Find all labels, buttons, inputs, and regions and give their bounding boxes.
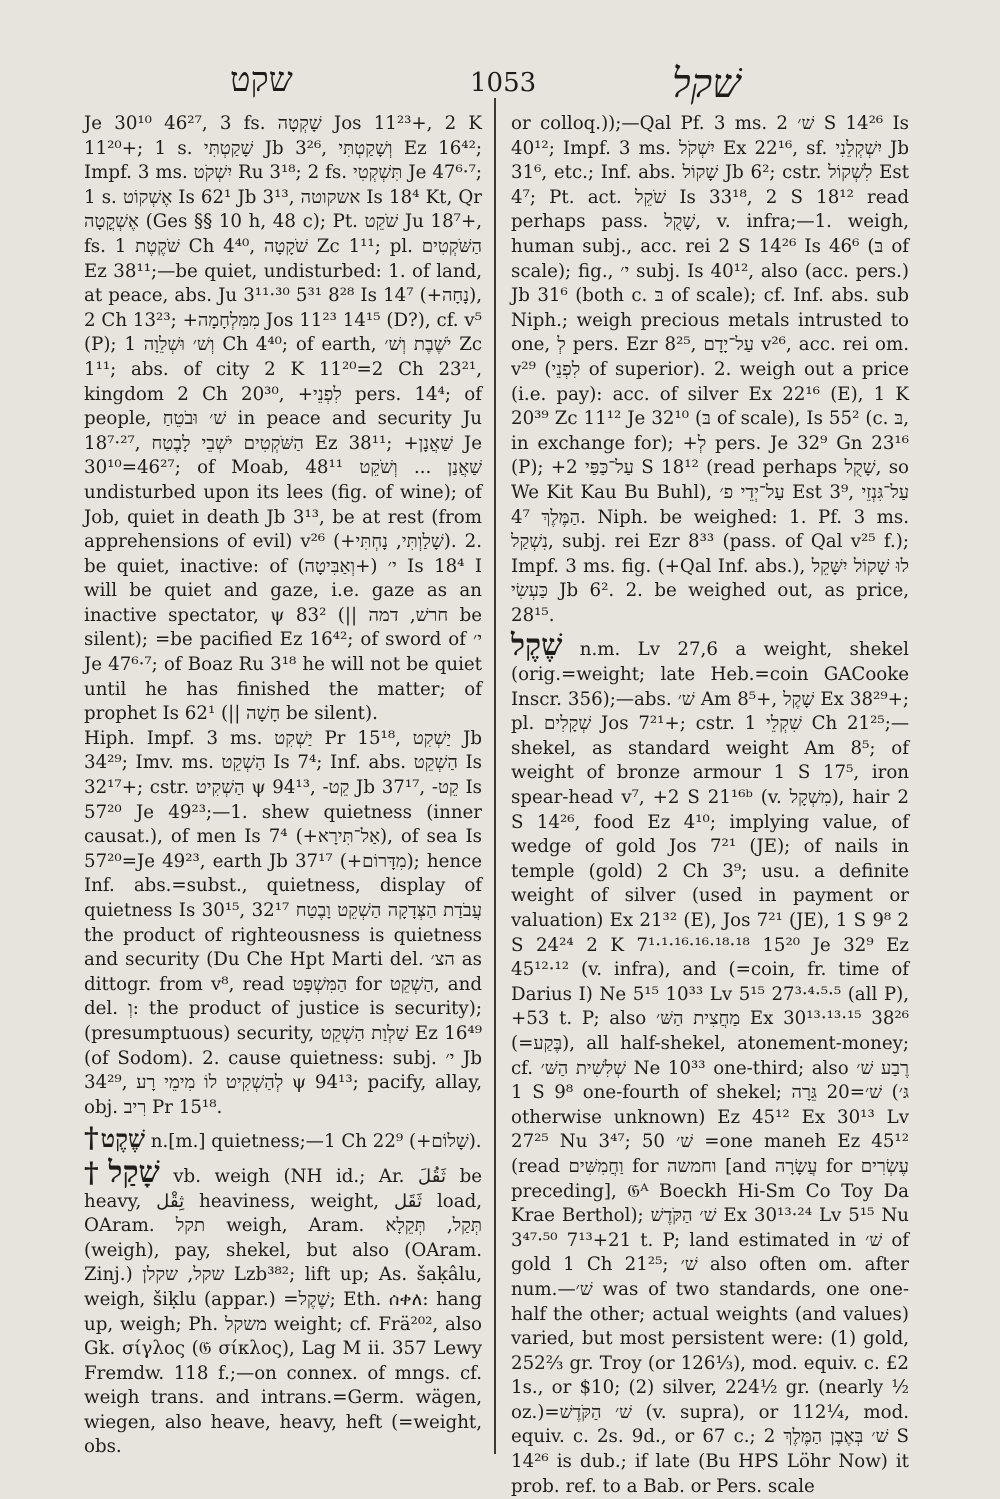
entry-sheqet: [84, 1121, 482, 1155]
right-column: [511, 112, 910, 1497]
column-divider: [494, 98, 496, 1454]
entry-shaqal: [84, 1154, 483, 1460]
running-header: [0, 60, 1000, 107]
dagger-mark: †: [84, 1121, 99, 1155]
header-right-word: שׁקל: [672, 61, 741, 107]
entry-shaqal-continued: or colloq.));—Qal Pf. 3 ms. שׁ׳ 2 S 14²⁶ Is 40¹²; Impf. 3 ms. יִשְׁקֹל Ex 22¹⁶, sf. יִשְׁקְלֵנִי Jb 31⁶, etc.; Inf. abs. שָׁקוֹל Jb 6²; cstr. לִשְׁקוֹל Est 4⁷; Pt. act. שֹׁקֵל Is 33¹⁸, 2 S 18¹² read perhaps pass. שָׁקֻל, v. infra;—1. weigh, human subj., acc. rei 2 S 14²⁶ Is 46⁶ (בּ of scale); fig., י׳ subj. Is 40¹², also (acc. pers.) Jb 31⁶ (both c. בּ of scale); cf. Inf. abs. sub Niph.; weigh precious metals intrusted to one, לְ pers. Ezr 8²⁵, עַל־יָדָם v²⁶, acc. rei om. v²⁹ (לִפְנֵי of superior). 2. weigh out a price (i.e. pay): acc. of silver Ex 22¹⁶ (E), 1 K 20³⁹ Zc 11¹² Je 32¹⁰ (בּ of scale), Is 55² (c. בּ, in exchange for); +לְ pers. Je 32⁹ Gn 23¹⁶ (P); +עַל־כַּפַּי 2 S 18¹² (read perhaps שָׁקֻל, so We Kit Kau Bu Buhl), עַל־יְדֵי פ׳ Est 3⁹, עַל־גִּנְזֵי הַמֶּלֶךְ 4⁷. Niph. be weighed: 1. Pf. 3 ms. נִשְׁקַל, subj. rei Ezr 8³³ (pass. of Qal v²⁵ f.); Impf. 3 ms. fig. (+Qal Inf. abs.), לוּ שָׁקוֹל יִשָּׁקֵל כַּעְשִׂי Jb 6². 2. be weighed out, as price, 28¹⁵.: [511, 113, 910, 626]
entry-shaqat-continued: Je 30¹⁰ 46²⁷, 3 fs. שָׁקְטָה Jos 11²³+, 2 K 11²⁰+; 1 s. שָׁקַטְתִּי Jb 3²⁶, וְשָׁקַטְתִּי Ez 16⁴²; Impf. 3 ms. יִשְׁקֹט Ru 3¹⁸; 2 fs. תִּשְׁקְטִי Je 47⁶·⁷; 1 s. אֶשְׁקוֹט Is 62¹ Jb 3¹³, אשקוטה Is 18⁴ Kt, Qr אֶשְׁקֳטָה (Ges §§ 10 h, 48 c); Pt. שֹׁקֵט Ju 18⁷+, fs. שֹׁקֶטֶת 1 Ch 4⁴⁰, שֹׁקָטָה Zc 1¹¹; pl. הַשֹּׁקְטִים Ez 38¹¹;—be quiet, undisturbed: 1. of land, at peace, abs. Ju 3¹¹·³⁰ 5³¹ 8²⁸ Is 14⁷ (+נָחָה), 2 Ch 13²³; +מִמִּלְחָמָה Jos 11²³ 14¹⁵ (D?), cf. v⁵ (P); וְשׁ׳ וּשְׁלֵוָה 1 Ch 4⁴⁰; of earth, יֹשֶׁבֶת וְשׁ׳ Zc 1¹¹; abs. of city 2 K 11²⁰=2 Ch 23²¹, kingdom 2 Ch 20³⁰, +לִפְנֵי pers. 14⁴; of people, שׁ׳ וּבֹטֵחַ in peace and security Ju 18⁷·²⁷, הַשֹּׁקְטִים יֹשְׁבֵי לָבֶטַח Ez 38¹¹; +שַׁאֲנָן Je 30¹⁰=46²⁷; of Moab, שַׁאֲנַן ... וְשֹׁקֵט 48¹¹ undisturbed upon its lees (fig. of wine); of Job, quiet in death Jb 3¹³, be at rest (from apprehensions of evil) v²⁶ (+שָׁלַוְתִּי, נָחְתִּי). 2. be quiet, inactive: of י׳ (+וְאַבִּיטָה) Is 18⁴ I will be quiet and gaze, i.e. gaze as an inactive spectator, ψ 83² (|| חרשׁ, דמה be silent); =be pacified Ez 16⁴²; of sword of י׳ Je 47⁶·⁷; of Boaz Ru 3¹⁸ he will not be quiet until he has finished the matter; of prophet Is 62¹ (|| חָשָׁה be silent).: [84, 113, 483, 725]
headword-shaqal: שָׁקַל: [108, 1154, 160, 1190]
dagger-mark: †: [84, 1155, 107, 1189]
page-number: 1053: [470, 68, 537, 98]
headword-sheqel: שֶׁקֶל: [511, 628, 563, 664]
entry-shaqat-hiphil: Hiph. Impf. 3 ms. יַשְׁקִט Pr 15¹⁸, יַשְׁקִט Jb 34²⁹; Imv. ms. הַשְׁקֵט Is 7⁴; Inf. abs. הַשְׁקֵט Is 32¹⁷+; cstr. הַשְׁקִיט ψ 94¹³, -קֵט Jb 37¹⁷, -קֵט Is 57²⁰ Je 49²³;—1. shew quietness (inner causat.), of men Is 7⁴ (+אַל־תִּירָא), of sea Is 57²⁰=Je 49²³, earth Jb 37¹⁷ (+מִדָּרוֹם); hence Inf. abs.=subst., quietness, display of quietness Is 30¹⁵, עֲבֹדַת הַצְּדָקָה הַשְׁקֵט וָבֶטַח 32¹⁷ the product of righteousness is quietness and security (Du Che Hpt Marti del. הצ׳ as dittogr. from v⁸, read הַמִּשְׁפָּט for הַשְׁקֵט, and del. וְ: the product of justice is security); (presumptuous) security, שַׁלְוַת הַשְׁקֵט Ez 16⁴⁹ (of Sodom). 2. cause quietness: subj. י׳ Jb 34²⁹, לְהַשְׁקִיט לוֹ מִימֵי רָע ψ 94¹³; pacify, allay, obj. רִיב Pr 15¹⁸.: [84, 727, 483, 1118]
headword-sheqet: שֶׁקֶט: [100, 1124, 145, 1154]
definition-sheqel: n.m. Lv 27,6 a weight, shekel (orig.=weight; late Heb.=coin GACooke Inscr. 356);—abs. שׁ׳ Am 8⁵+, שָׁקֶל Ex 38²⁹+; pl. שְׁקָלִים Jos 7²¹+; cstr. שִׁקְלֵי 1 Ch 21²⁵;—shekel, as standard weight Am 8⁵; of weight of bronze armour 1 S 17⁵, iron spear-head v⁷, +2 S 21¹⁶ᵇ (v. מִשְׁקָל), hair 2 S 14²⁶, food Ez 4¹⁰; implying value, of wedge of gold Jos 7²¹ (JE); of nails in temple (gold) 2 Ch 3⁹; usu. a definite weight of silver (used in payment or valuation) Ex 21³² (E), Jos 7²¹ (JE), 1 S 9⁸ 2 S 24²⁴ 2 K 7¹·¹·¹⁶·¹⁶·¹⁸·¹⁸ 15²⁰ Je 32⁹ Ez 45¹²·¹² (v. infra), and (=coin, fr. time of Darius I) Ne 5¹⁵ 10³³ Lv 5¹⁵ 27³·⁴·⁵·⁵ (all P), +53 t. P; also מַחֲצִית הַשּׁ׳ Ex 30¹³·¹³·¹⁵ 38²⁶ (=בֶּקַע), all half-shekel, atonement-money; cf. שְׁלִשִׁית הַשּׁ׳ Ne 10³³ one-third; also רֶבַע שׁ׳ 1 S 9⁸ one-fourth of shekel; שׁ׳=20 גֵּרָה (גּ׳ otherwise unknown) Ez 45¹² Ex 30¹³ Lv 27²⁵ Nu 3⁴⁷; 50 שׁ׳ =one maneh Ez 45¹² (read וַחֲמִשִּׁים for וחמשה [and עֲשָׂרָה for עֶשְׂרִים preceding], 𝔊ᴬ Boeckh Hi-Sm Co Toy Da Krae Berthol); שׁ׳ הַקֹּדֶשׁ Ex 30¹³·²⁴ Lv 5¹⁵ Nu 3⁴⁷·⁵⁰ 7¹³+21 t. P; land estimated in שׁ׳ of gold 1 Ch 21²⁵; שׁ׳ also often om. after num.—שׁ׳ was of two standards, one one-half the other; actual weights (and values) varied, but most persistent were: (1) gold, 252⅔ gr. Troy (or 126⅓), mod. equiv. c. £2 1s., or $10; (2) silver, 224½ gr. (nearly ½ oz.)=שׁ׳ הַקֹּדֶשׁ (v. supra), or 112¼, mod. equiv. c. 2s. 9d., or 67 c.; שׁ׳ בְּאֶבֶן הַמֶּלֶךְ 2 S 14²⁶ is dub.; if late (Bu HPS Löhr Now) it prob. ref. to a Bab. or Pers. scale: [511, 639, 910, 1497]
header-left-word: שקט: [230, 60, 293, 100]
left-column: [84, 112, 483, 1458]
definition-shaqal: vb. weigh (NH id.; Ar. ثَقُلَ be heavy, ثِقْل heaviness, weight, ثَقَل load, OAram. תקל weigh, Aram. תְּקַל, תְּקֵלָא (weigh), pay, shekel, but also (OAram. Zinj.) שקל, שקלן Lzb³⁸²; lift up; As. šaḳâlu, weigh, šiḳlu (appar.) =שֶׁקֶל; Eth. ሰቀለ: hang up, weigh; Ph. משקל weight; cf. Frä²⁰², also Gk. σίγλος (𝔊 σίκλος), Lag M ii. 357 Lewy Fremdw. 118 f.;—on connex. of mngs. cf. weigh trans. and intrans.=Germ. wägen, wiegen, also heave, heavy, heft (=weight, obs.: [84, 1165, 483, 1458]
entry-sheqel: [511, 628, 910, 1499]
definition-sheqet: n.[m.] quietness;—1 Ch 22⁹ (+שָׁלוֹם).: [150, 1131, 482, 1153]
